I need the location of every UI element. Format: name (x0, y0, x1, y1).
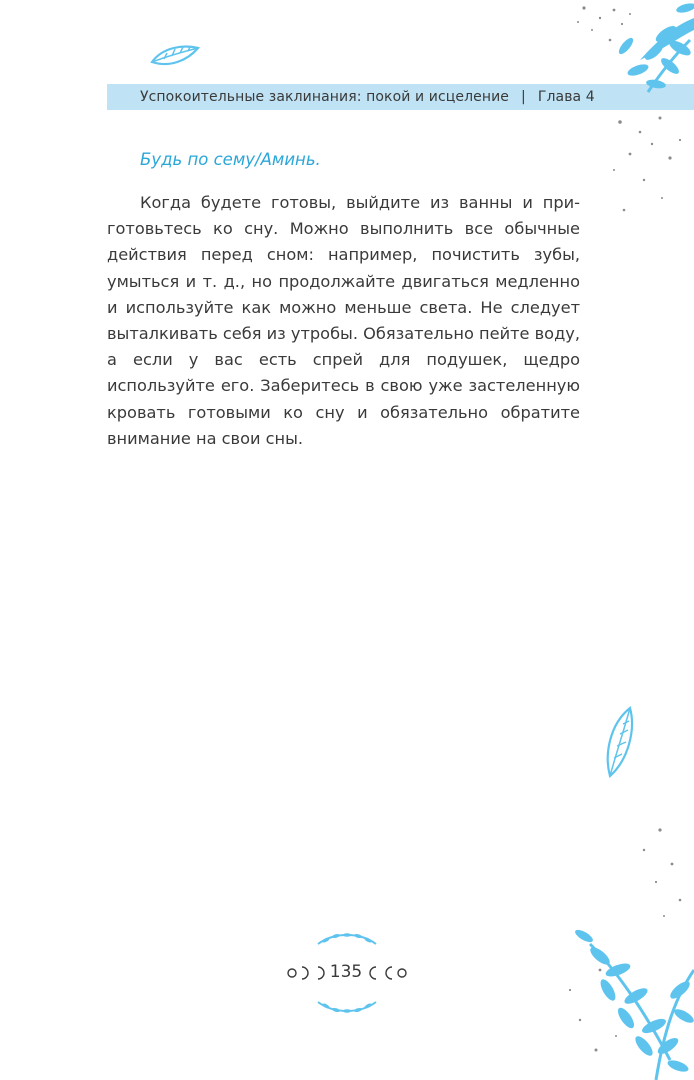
leaf-icon-top (148, 40, 202, 70)
speckles-decoration-right (600, 110, 694, 230)
foliage-icon-top-right (570, 0, 694, 100)
running-header (140, 87, 595, 107)
foliage-icon-bottom-right (560, 820, 694, 1080)
feather-leaf-icon (602, 704, 638, 780)
chapter-title: Успокоительные заклинания: покой и исцеление (140, 89, 510, 105)
page-number: 135 (329, 962, 363, 982)
closing-line: Будь по сему/Аминь. (140, 150, 321, 169)
header-separator: | (521, 89, 526, 105)
paragraph: Когда будете готовы, выйдите из ванны и приготовьтесь ко сну. Можно выполнить все обычные действия перед сном: например, почистить зубы, умыться и т. д., но продолжайте двигаться медленно и используйте как можно меньше света. Не следует выталкивать себя из утробы. Обязательно пейте воду, а если у вас есть спрей для подушек, щедро используйте его. Заберитесь в свою уже застеленную кровать готовыми ко сну и обязательно обратите внимание на свои сны. (107, 193, 580, 448)
body-text (107, 190, 580, 452)
chapter-label: Глава 4 (537, 89, 595, 105)
